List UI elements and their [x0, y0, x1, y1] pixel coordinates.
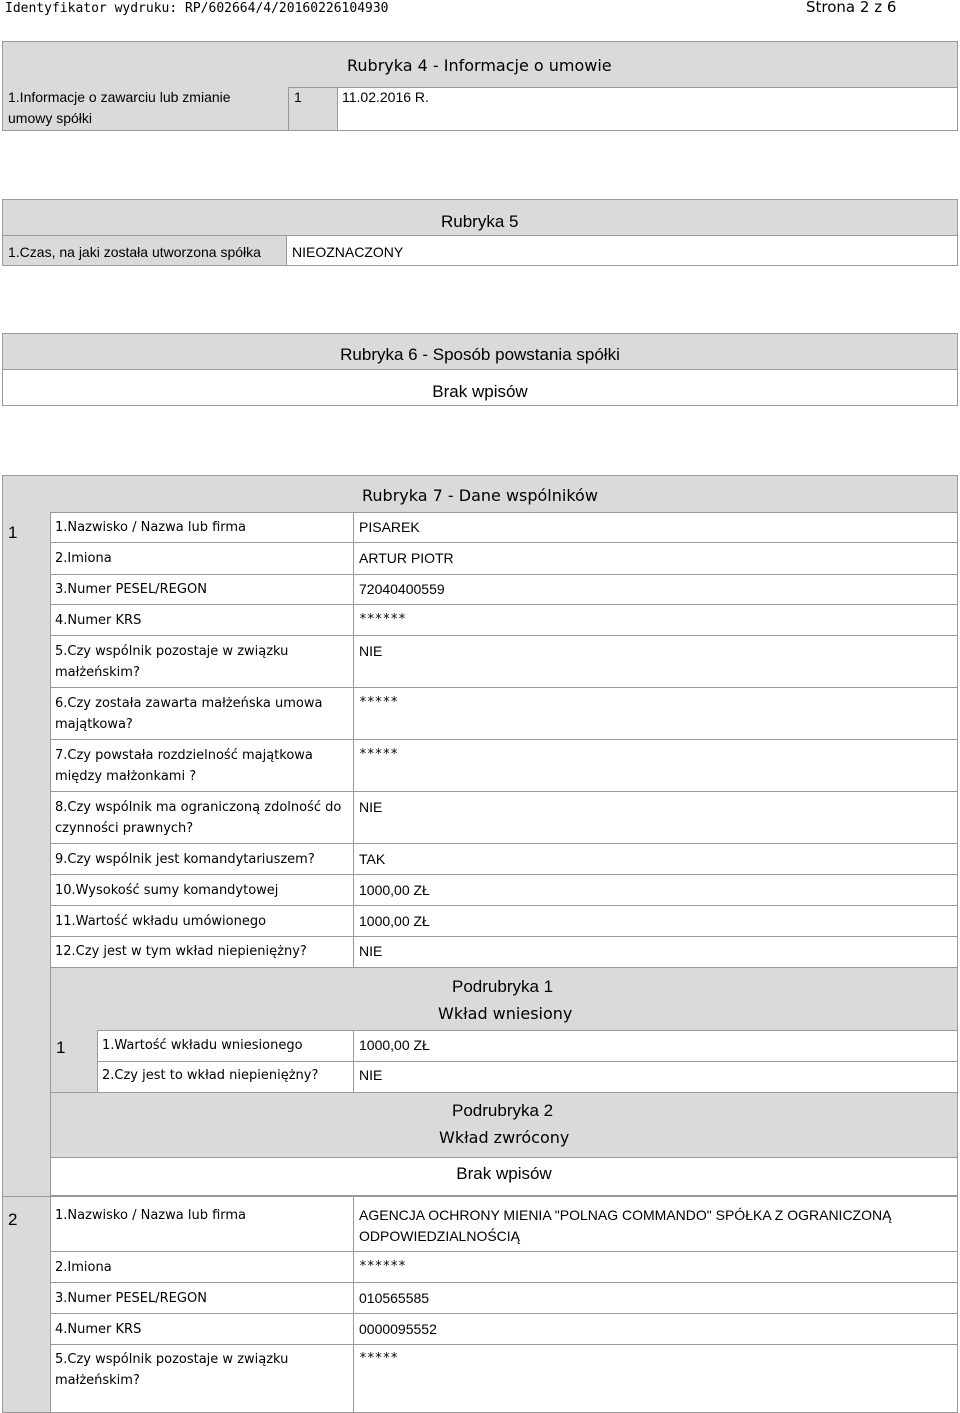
partner1-field-label: 1.Nazwisko / Nazwa lub firma [55, 520, 247, 535]
partner1-field-value: ARTUR PIOTR [359, 550, 454, 566]
partner1-field-label: 3.Numer PESEL/REGON [55, 582, 207, 597]
partner1-field-label: 12.Czy jest w tym wkład niepieniężny? [55, 944, 307, 959]
partner1-field-label: 7.Czy powstała rozdzielność majątkowa między małżonkami ? [55, 748, 313, 784]
partner1-index: 1 [8, 523, 18, 542]
partner1-field-value: TAK [359, 851, 386, 867]
rubryka5-title: Rubryka 5 [441, 212, 519, 231]
partner2-field-value: ***** [359, 1351, 399, 1366]
rubryka6-empty: Brak wpisów [432, 382, 528, 401]
sub2-title: Podrubryka 2 [452, 1101, 554, 1120]
sub1-subtitle: Wkład wniesiony [438, 1004, 573, 1023]
partner1-field-value: PISAREK [359, 519, 420, 535]
print-identifier: Identyfikator wydruku: RP/602664/4/20160226104930 [5, 1, 389, 16]
partner2-field-label: 5.Czy wspólnik pozostaje w związku małżeńskim? [55, 1352, 289, 1388]
partner1-field-value: NIE [359, 643, 383, 659]
sub1-index: 1 [56, 1038, 66, 1057]
partner1-field-value: NIE [359, 943, 383, 959]
partner1-field-value: 1000,00 ZŁ [359, 913, 430, 929]
partner1-field-label: 2.Imiona [55, 551, 112, 566]
page-number: Strona 2 z 6 [806, 0, 897, 16]
partner2-field-label: 1.Nazwisko / Nazwa lub firma [55, 1208, 247, 1223]
partner1-field-label: 8.Czy wspólnik ma ograniczoną zdolność do czynności prawnych? [55, 800, 342, 836]
rubryka5-value: NIEOZNACZONY [292, 244, 404, 260]
partner1-field-label: 6.Czy została zawarta małżeńska umowa majątkowa? [55, 696, 323, 732]
rubryka5-label: 1.Czas, na jaki została utworzona spółka [8, 244, 261, 260]
partner1-field-value: 72040400559 [359, 581, 445, 597]
partner1-field-label: 10.Wysokość sumy komandytowej [55, 883, 279, 898]
partner1-field-label: 11.Wartość wkładu umówionego [55, 914, 267, 929]
partner1-field-label: 4.Numer KRS [55, 613, 142, 628]
partner1-field-value: ***** [359, 695, 399, 710]
sub1-field-value: 1000,00 ZŁ [359, 1037, 430, 1053]
sub1-field-value: NIE [359, 1067, 383, 1083]
partner1-field-label: 5.Czy wspólnik pozostaje w związku małżeńskim? [55, 644, 289, 680]
partner1-field-label: 9.Czy wspólnik jest komandytariuszem? [55, 852, 315, 867]
sub1-field-label: 2.Czy jest to wkład niepieniężny? [102, 1068, 319, 1083]
partner2-field-label: 4.Numer KRS [55, 1322, 142, 1337]
rubryka4-title: Rubryka 4 - Informacje o umowie [347, 56, 612, 75]
rubryka7-title: Rubryka 7 - Dane wspólników [362, 486, 598, 505]
sub1-title: Podrubryka 1 [452, 977, 554, 996]
partner2-field-value: 0000095552 [359, 1321, 437, 1337]
rubryka4-value: 11.02.2016 R. [342, 89, 429, 105]
partner2-field-value: ****** [359, 1259, 406, 1274]
partner2-field-value: 010565585 [359, 1290, 430, 1306]
partner1-field-value: ***** [359, 747, 399, 762]
partner1-field-value: NIE [359, 799, 383, 815]
partner1-field-value: 1000,00 ZŁ [359, 882, 430, 898]
partner1-field-value: ****** [359, 612, 406, 627]
rubryka6-title: Rubryka 6 - Sposób powstania spółki [340, 345, 620, 364]
sub2-empty: Brak wpisów [456, 1164, 552, 1183]
partner2-index: 2 [8, 1210, 18, 1229]
rubryka4-label: 1.Informacje o zawarciu lub zmianie umowy spółki [8, 89, 231, 126]
sub1-field-label: 1.Wartość wkładu wniesionego [102, 1038, 303, 1053]
partner2-field-label: 2.Imiona [55, 1260, 112, 1275]
partner2-field-label: 3.Numer PESEL/REGON [55, 1291, 207, 1306]
rubryka4-number: 1 [294, 89, 302, 105]
partner2-field-value: AGENCJA OCHRONY MIENIA "POLNAG COMMANDO" SPÓŁKA Z OGRANICZONĄ ODPOWIEDZIALNOŚCIĄ [359, 1207, 892, 1244]
sub2-subtitle: Wkład zwrócony [439, 1128, 570, 1147]
